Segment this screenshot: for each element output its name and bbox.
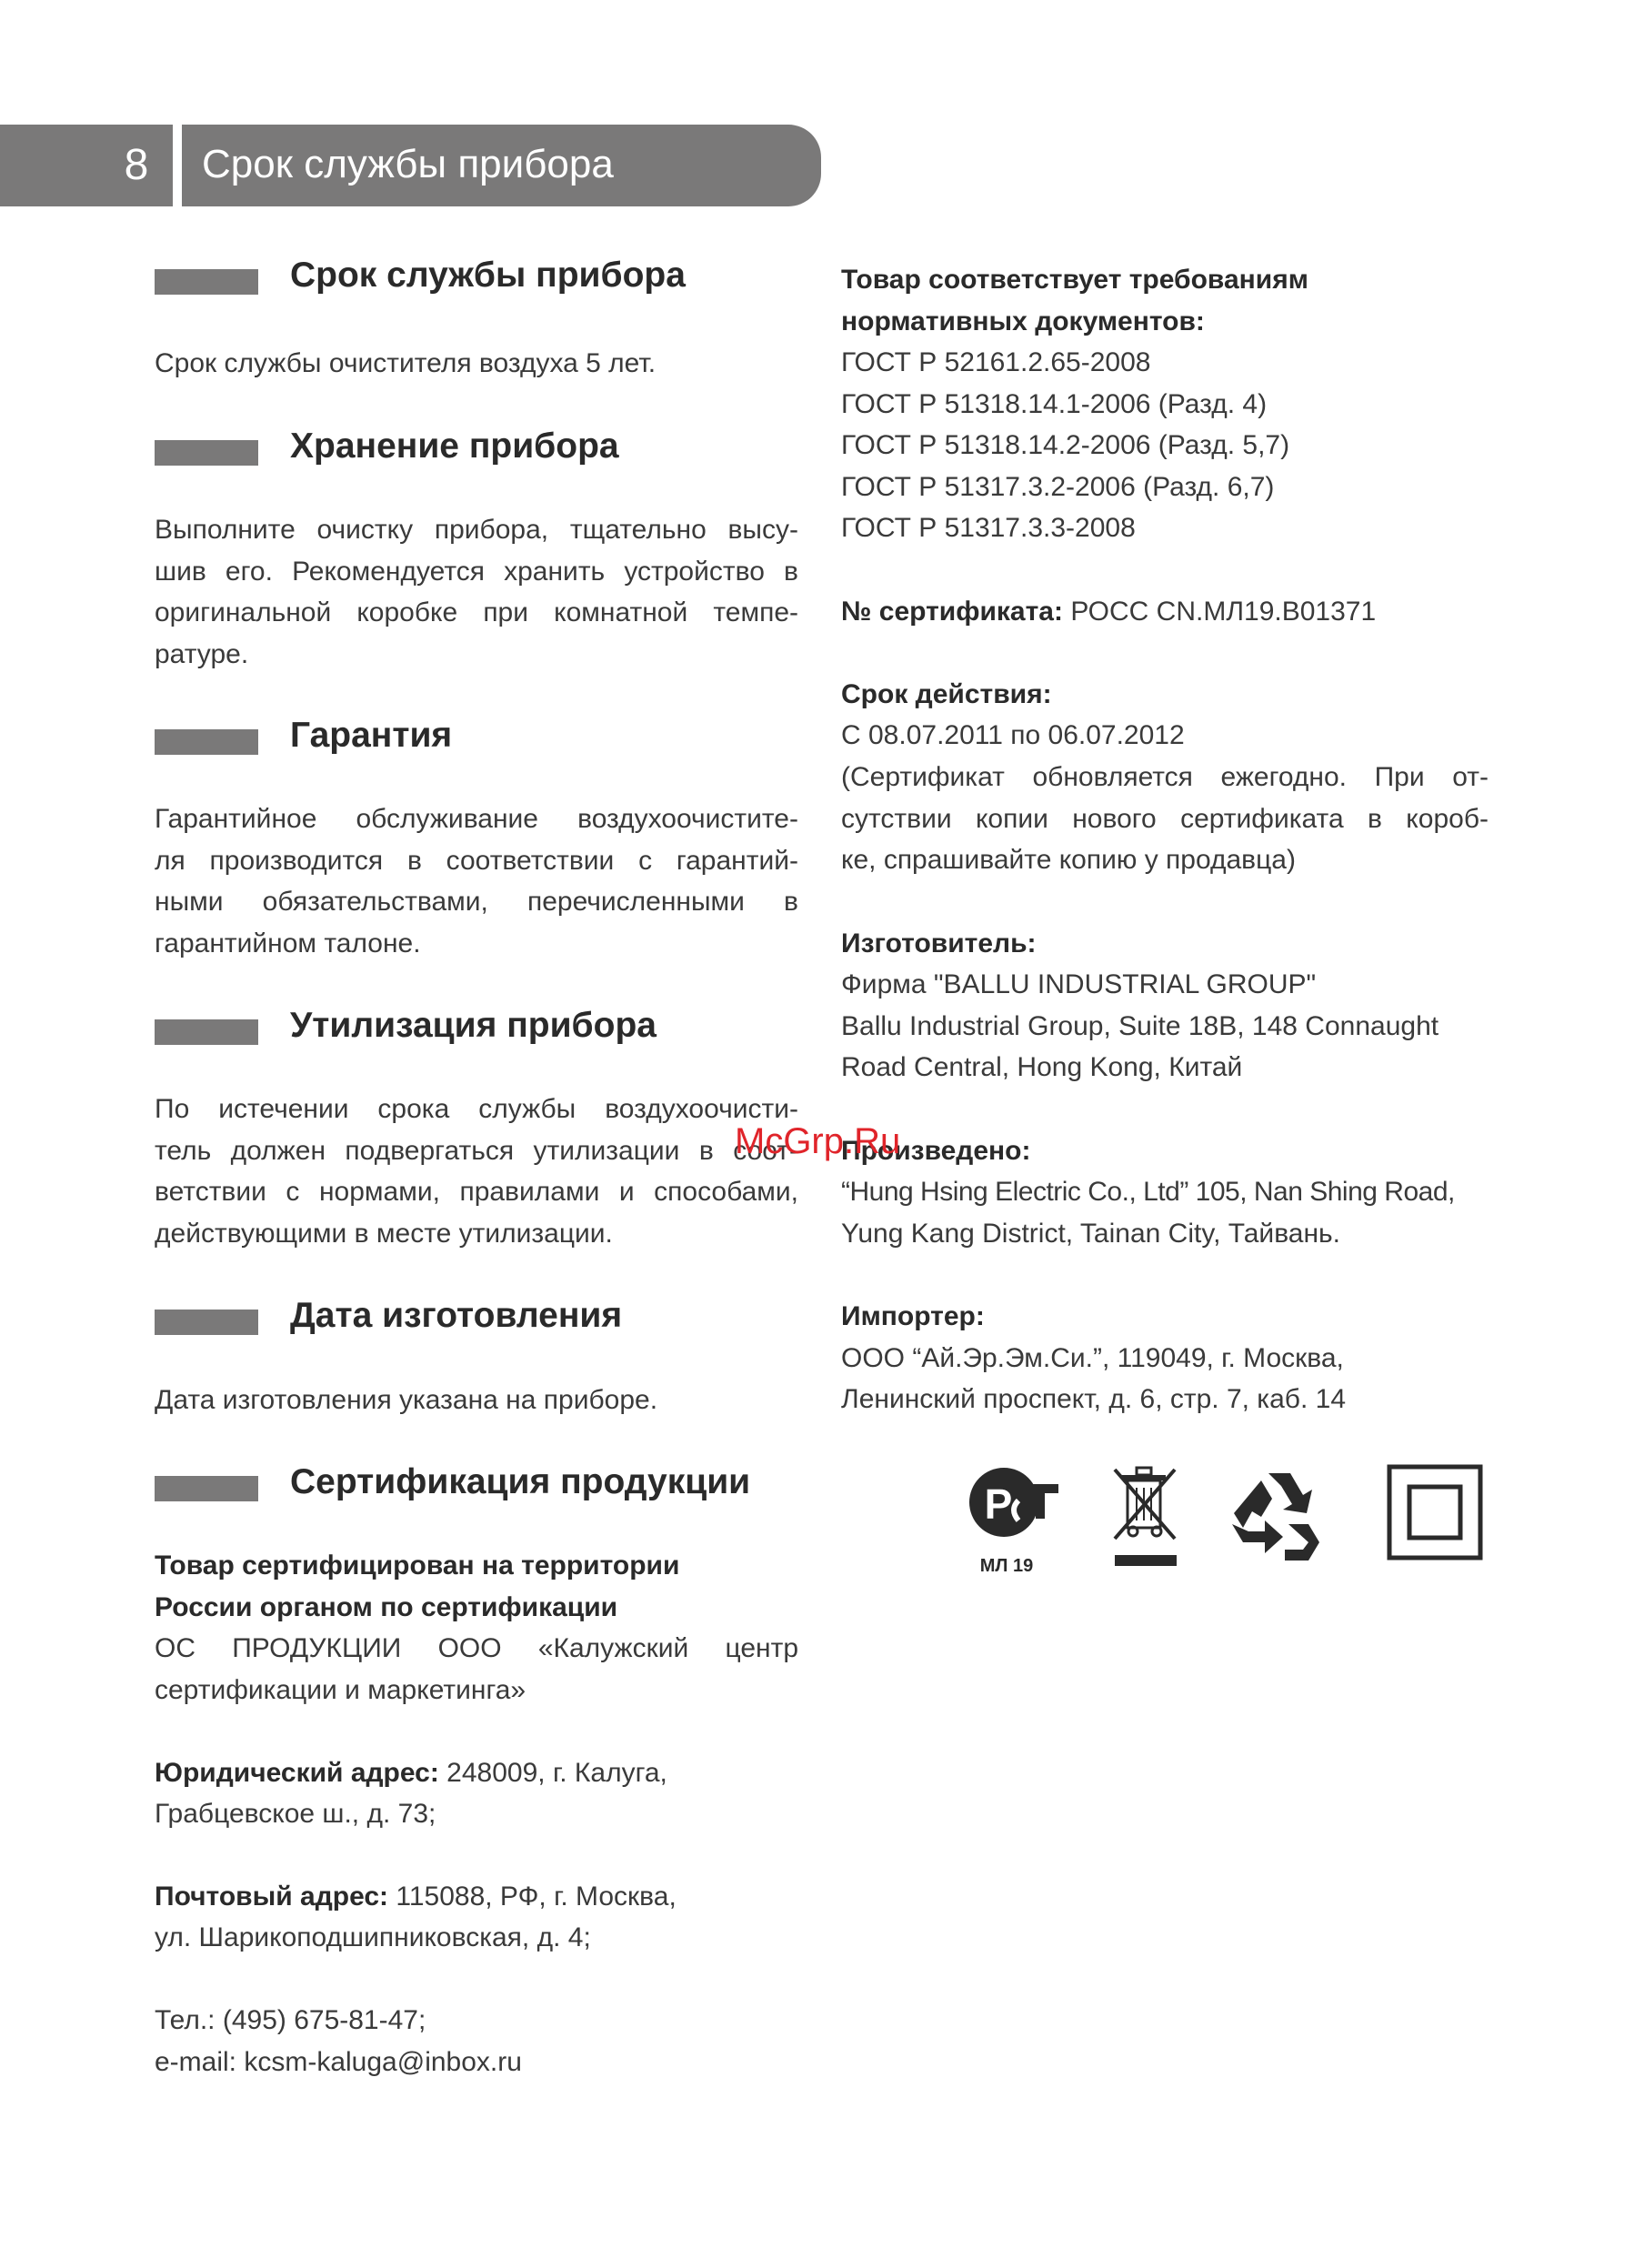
rst-mark-icon [966, 1464, 1066, 1578]
section-marker [155, 1476, 258, 1501]
header-divider [173, 125, 182, 206]
text-line: тель должен подвергаться утилизации в соот- [155, 1135, 798, 1166]
cert-number-label: № сертификата: [841, 597, 1063, 627]
text-line: сертификации и маркетинга» [155, 1674, 526, 1705]
importer-line: Ленинский проспект, д. 6, стр. 7, каб. 14 [841, 1384, 1346, 1414]
cert-heading-line2: России органом по сертификации [155, 1592, 618, 1622]
section-title: Гарантия [290, 716, 453, 755]
section-title: Сертификация продукции [290, 1462, 751, 1501]
cert-number-value: РОСС CN.МЛ19.В01371 [1062, 597, 1377, 627]
page-number: 8 [124, 141, 149, 189]
manufacture-date-text: Дата изготовления указана на приборе. [155, 1385, 658, 1415]
text-line: оригинальной коробке при комнатной темпе- [155, 597, 798, 627]
section-marker [155, 269, 258, 295]
manufacturer-line: Фирма "BALLU INDUSTRIAL GROUP" [841, 969, 1317, 999]
legal-address [155, 1752, 667, 1793]
legal-address-label: Юридический адрес: [155, 1758, 439, 1788]
recycle-icon [1225, 1466, 1334, 1566]
text-line: ными обязательствами, перечисленными в [155, 887, 798, 917]
watermark: McGrp.Ru [735, 1121, 901, 1161]
rst-code: МЛ 19 [979, 1556, 1034, 1576]
section-storage [155, 424, 846, 469]
manufacturer-line: Ballu Industrial Group, Suite 18B, 148 Connaught [841, 1011, 1439, 1041]
text-line: Гарантийное обслуживание воздухоочистите- [155, 804, 798, 834]
section-title: Срок службы прибора [290, 256, 686, 295]
section-marker [155, 1310, 258, 1335]
section-marker [155, 1019, 258, 1045]
produced-label: Произведено: [841, 1136, 1031, 1166]
cert-number [841, 591, 1376, 632]
produced-line: “Hung Hsing Electric Co., Ltd” 105, Nan Shing Road, [841, 1177, 1455, 1207]
postal-address [155, 1876, 677, 1917]
norms-heading-line1: Товар соответствует требованиям [841, 265, 1308, 295]
norm-item: ГОСТ Р 51317.3.2-2006 (Разд. 6,7) [841, 472, 1275, 502]
section-title: Утилизация прибора [290, 1006, 657, 1045]
norm-item: ГОСТ Р 51318.14.1-2006 (Разд. 4) [841, 389, 1268, 419]
cert-body [155, 1628, 798, 1711]
postal-address-line2: ул. Шарикоподшипниковская, д. 4; [155, 1922, 591, 1952]
section-marker [155, 729, 258, 755]
text-line: ветствии с нормами, правилами и способами, [155, 1177, 798, 1207]
legal-address-value: 248009, г. Калуга, [438, 1758, 667, 1788]
storage-text [155, 509, 798, 675]
phone: Тел.: (495) 675-81-47; [155, 2005, 426, 2035]
svg-text:Р: Р [984, 1480, 1013, 1528]
validity-line: С 08.07.2011 по 06.07.2012 [841, 720, 1185, 750]
importer-line: ООО “Ай.Эр.Эм.Си.”, 119049, г. Москва, [841, 1343, 1344, 1373]
disposal-text [155, 1089, 798, 1254]
text-line: ке, спрашивайте копию у продавца) [841, 845, 1296, 875]
service-life-text: Срок службы очистителя воздуха 5 лет. [155, 348, 657, 378]
legal-address-line2: Грабцевское ш., д. 73; [155, 1799, 436, 1829]
section-title: Дата изготовления [290, 1296, 623, 1335]
section-manufacture-date [155, 1293, 846, 1339]
email: e-mail: kcsm-kaluga@inbox.ru [155, 2047, 522, 2077]
section-marker [155, 440, 258, 466]
double-insulation-icon [1387, 1464, 1485, 1562]
produced-line: Yung Kang District, Tainan City, Тайвань. [841, 1219, 1341, 1249]
section-disposal [155, 1003, 846, 1049]
section-title: Хранение прибора [290, 427, 619, 466]
text-line: ля производится в соответствии с гарантий- [155, 845, 798, 876]
norm-item: ГОСТ Р 52161.2.65-2008 [841, 347, 1151, 377]
importer-label: Импортер: [841, 1301, 985, 1331]
validity-label: Срок действия: [841, 679, 1052, 709]
warranty-text [155, 798, 798, 964]
postal-address-label: Почтовый адрес: [155, 1882, 389, 1912]
text-line: Выполните очистку прибора, тщательно высу- [155, 515, 798, 545]
text-line: шив его. Рекомендуется хранить устройство в [155, 556, 798, 587]
text-line: гарантийном талоне. [155, 928, 421, 958]
text-line: ратуре. [155, 638, 249, 669]
norm-item: ГОСТ Р 51318.14.2-2006 (Разд. 5,7) [841, 430, 1290, 460]
weee-bin-icon [1109, 1464, 1182, 1573]
text-line: ОС ПРОДУКЦИИ ООО «Калужский центр [155, 1633, 798, 1663]
page-title: Срок службы прибора [202, 142, 614, 186]
text-line: сутствии копии нового сертификата в короб- [841, 803, 1489, 834]
section-service-life [155, 253, 846, 298]
certification-logos [964, 1464, 1509, 1591]
norm-item: ГОСТ Р 51317.3.3-2008 [841, 513, 1136, 543]
manufacturer-label: Изготовитель: [841, 928, 1037, 958]
manufacturer-line: Road Central, Hong Kong, Китай [841, 1052, 1243, 1082]
text-line: По истечении срока службы воздухоочисти- [155, 1094, 798, 1124]
validity-note [841, 757, 1489, 881]
norms-heading-line2: нормативных документов: [841, 306, 1205, 336]
text-line: (Сертификат обновляется ежегодно. При от- [841, 762, 1489, 792]
text-line: действующими в месте утилизации. [155, 1218, 613, 1249]
section-certification [155, 1460, 846, 1505]
section-warranty [155, 713, 846, 758]
cert-heading-line1: Товар сертифицирован на территории [155, 1550, 680, 1581]
postal-address-value: 115088, РФ, г. Москва, [388, 1882, 677, 1912]
